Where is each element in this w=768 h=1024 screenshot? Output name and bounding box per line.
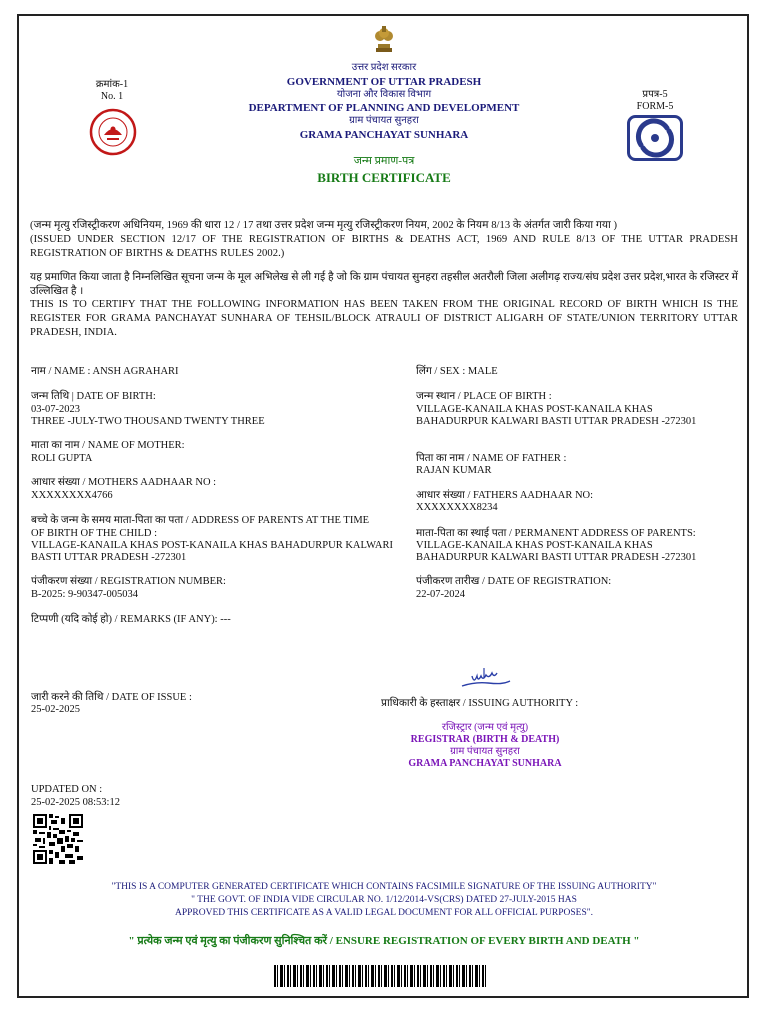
certificate-title: BIRTH CERTIFICATE [317, 170, 451, 185]
department-hindi: योजना और विकास विभाग [336, 89, 432, 100]
issue-date-label: जारी करने की तिथि / DATE OF ISSUE : [31, 692, 192, 703]
dob-words: THREE -JULY-TWO THOUSAND TWENTY THREE [31, 416, 265, 427]
registration-number-label: पंजीकरण संख्या / REGISTRATION NUMBER: [31, 576, 226, 587]
issuing-authority-label: प्राधिकारी के हस्ताक्षर / ISSUING AUTHORITY : [381, 698, 579, 709]
sex: लिंग / SEX : MALE [416, 366, 498, 377]
child-name: नाम / NAME : ANSH AGRAHARI [31, 366, 179, 377]
national-emblem-icon [372, 24, 396, 54]
issue-date-value: 25-02-2025 [31, 704, 80, 715]
permanent-address-label: माता-पिता का स्थाई पता / PERMANENT ADDRESS OF PARENTS: [416, 528, 696, 539]
father-aadhaar-value: XXXXXXXX8234 [416, 502, 498, 513]
registration-date-label: पंजीकरण तारीख / DATE OF REGISTRATION: [416, 576, 612, 587]
mother-aadhaar-value: XXXXXXXX4766 [31, 490, 113, 501]
father-name-value: RAJAN KUMAR [416, 465, 492, 476]
certify-text: THIS IS TO CERTIFY THAT THE FOLLOWING INFORMATION HAS BEEN TAKEN FROM THE ORIGINAL RECORD OF BIRTH WHICH IS THE REGISTER FOR GRAMA PANCHAYAT SUNHARA OF TEHSIL/BLOCK ATRAULI OF DISTRICT ALIGARH OF STATE/UNION TERRITORY UTTAR PRADESH, INDIA. [30, 299, 738, 338]
certify-hindi: यह प्रमाणित किया जाता है निम्नलिखित सूचना जन्म के मूल अभिलेख से ली गई है जो कि ग्राम पंचायत सुनहरा तहसील अतरौली जिला अलीगढ़ राज्य/संघ प्रदेश उत्तर प्रदेश,भारत के रजिस्टर में उल्लिखित है । [30, 272, 738, 297]
government-title: GOVERNMENT OF UTTAR PRADESH [286, 76, 482, 88]
mother-aadhaar-label: आधार संख्या / MOTHERS AADHAAR NO : [31, 477, 217, 488]
govt-circular-note-line2: APPROVED THIS CERTIFICATE AS A VALID LEGAL DOCUMENT FOR ALL OFFICIAL PURPOSES". [174, 908, 594, 918]
act-hindi: (जन्म मृत्यु रजिस्ट्रीकरण अधिनियम, 1969 की धारा 12 / 17 तथा उत्तर प्रदेश जन्म मृत्यु रजिस्ट्रीकरण नियम, 2002 के नियम 8/13 के अंतर्गत जारी किया गया ) [30, 220, 618, 231]
crs-logo-icon [627, 115, 683, 161]
father-name-label: पिता का नाम / NAME OF FATHER : [416, 453, 567, 464]
department-title: DEPARTMENT OF PLANNING AND DEVELOPMENT [248, 102, 520, 114]
permanent-address-line1: VILLAGE-KANAILA KHAS POST-KANAILA KHAS [416, 540, 653, 551]
registration-number-value: B-2025: 9-90347-005034 [31, 589, 139, 600]
address-at-birth-label-line1: बच्चे के जन्म के समय माता-पिता का पता / ADDRESS OF PARENTS AT THE TIME [31, 515, 370, 526]
registration-slogan: " प्रत्येक जन्म एवं मृत्यु का पंजीकरण सुनिश्चित करें / ENSURE REGISTRATION OF EVERY BIRTH AND DEATH " [128, 935, 640, 947]
registrar-title: REGISTRAR (BIRTH & DEATH) [410, 734, 560, 745]
mother-name-value: ROLI GUPTA [31, 453, 93, 464]
barcode-icon [274, 965, 486, 987]
dob-label: जन्म तिथि | DATE OF BIRTH: [31, 391, 156, 402]
dob-value: 03-07-2023 [31, 404, 80, 415]
address-at-birth-line1: VILLAGE-KANAILA KHAS POST-KANAILA KHAS BAHADURPUR KALWARI [31, 540, 393, 551]
registrar-panchayat-hindi: ग्राम पंचायत सुनहरा [450, 746, 520, 757]
registrar-panchayat: GRAMA PANCHAYAT SUNHARA [408, 758, 562, 769]
mother-name-label: माता का नाम / NAME OF MOTHER: [31, 440, 185, 451]
registrar-hindi: रजिस्ट्रार (जन्म एवं मृत्यु) [441, 722, 529, 733]
qr-code-icon [33, 814, 83, 864]
act-text: (ISSUED UNDER SECTION 12/17 OF THE REGISTRATION OF BIRTHS & DEATHS ACT, 1969 AND RULE 8/13 OF THE UTTAR PRADESH REGISTRATION OF BIRTHS & DEATHS RULES 2002.) [30, 234, 738, 259]
updated-on-value: 25-02-2025 08:53:12 [31, 797, 120, 808]
address-at-birth-label-line2: OF BIRTH OF THE CHILD : [31, 528, 158, 539]
place-of-birth-line2: BAHADURPUR KALWARI BASTI UTTAR PRADESH -272301 [416, 416, 697, 427]
place-of-birth-label: जन्म स्थान / PLACE OF BIRTH : [416, 391, 552, 402]
address-at-birth-line2: BASTI UTTAR PRADESH -272301 [31, 552, 187, 563]
state-hindi: उत्तर प्रदेश सरकार [351, 62, 417, 73]
up-government-seal-icon [89, 108, 137, 156]
computer-generated-note: "THIS IS A COMPUTER GENERATED CERTIFICATE WHICH CONTAINS FACSIMILE SIGNATURE OF THE ISSUING AUTHORITY" [111, 882, 657, 892]
govt-circular-note-line1: " THE GOVT. OF INDIA VIDE CIRCULAR NO. 1/12/2014-VS(CRS) DATED 27-JULY-2015 HAS [191, 895, 577, 905]
form-hindi: प्रपत्र-5 [642, 89, 668, 100]
certificate-title-hindi: जन्म प्रमाण-पत्र [353, 155, 415, 167]
permanent-address-line2: BAHADURPUR KALWARI BASTI UTTAR PRADESH -272301 [416, 552, 697, 563]
serial-number: No. 1 [100, 91, 124, 102]
panchayat-hindi: ग्राम पंचायत सुनहरा [349, 115, 419, 126]
serial-hindi: क्रमांक-1 [95, 79, 129, 90]
panchayat-title: GRAMA PANCHAYAT SUNHARA [299, 129, 469, 141]
signature-icon [458, 664, 514, 692]
updated-on-label: UPDATED ON : [31, 784, 103, 795]
registration-date-value: 22-07-2024 [416, 589, 465, 600]
remarks: टिप्पणी (यदि कोई हो) / REMARKS (IF ANY): --- [31, 614, 231, 625]
father-aadhaar-label: आधार संख्या / FATHERS AADHAAR NO: [416, 490, 594, 501]
form-number: FORM-5 [636, 101, 674, 112]
place-of-birth-line1: VILLAGE-KANAILA KHAS POST-KANAILA KHAS [416, 404, 653, 415]
